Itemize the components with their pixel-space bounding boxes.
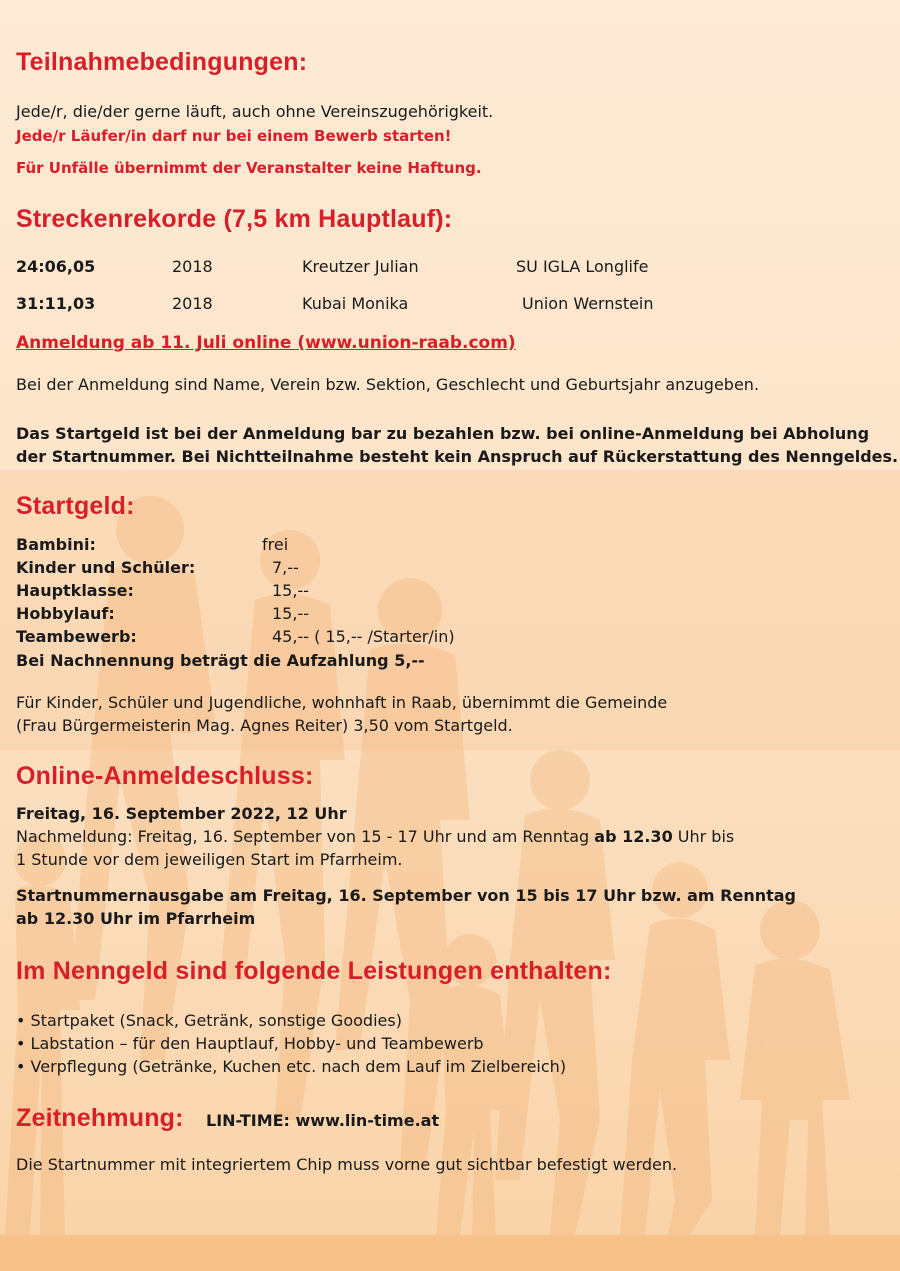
nachmeldung-text: Nachmeldung: Freitag, 16. September von 15 - 17 Uhr und am Renntag (16, 827, 595, 846)
rekord-club: Union Wernstein (522, 294, 654, 313)
rekord-year: 2018 (172, 294, 213, 313)
zeit-heading: Zeitnehmung: (16, 1104, 184, 1132)
list-item: • Verpflegung (Getränke, Kuchen etc. nach dem Lauf im Zielbereich) (16, 1057, 567, 1076)
startgeld-label: Kinder und Schüler: (16, 558, 196, 577)
ausgabe-line-2: ab 12.30 Uhr im Pfarrheim (16, 909, 256, 928)
startgeld-value: 15,-- (272, 604, 309, 623)
zeit-provider: LIN-TIME: www.lin-time.at (206, 1111, 440, 1130)
rekorde-heading: Streckenrekorde (7,5 km Hauptlauf): (16, 205, 453, 233)
rekord-name: Kubai Monika (302, 294, 409, 313)
startgeld-payment-line-1: Das Startgeld ist bei der Anmeldung bar zu bezahlen bzw. bei online-Anmeldung bei Abholung (16, 424, 870, 443)
nachnennung-note: Bei Nachnennung beträgt die Aufzahlung 5,-- (16, 651, 425, 670)
teilnahme-heading: Teilnahmebedingungen: (16, 48, 308, 76)
teilnahme-line-2: Jede/r Läufer/in darf nur bei einem Bewerb starten! (16, 127, 452, 145)
list-item: • Startpaket (Snack, Getränk, sonstige Goodies) (16, 1011, 402, 1030)
startgeld-value: frei (262, 535, 289, 554)
startgeld-label: Bambini: (16, 535, 96, 554)
startgeld-label: Hauptklasse: (16, 581, 134, 600)
schluss-heading: Online-Anmeldeschluss: (16, 762, 314, 790)
teilnahme-line-3: Für Unfälle übernimmt der Veranstalter keine Haftung. (16, 159, 482, 177)
anmeldung-info: Bei der Anmeldung sind Name, Verein bzw. Sektion, Geschlecht und Geburtsjahr anzugeben. (16, 375, 760, 394)
ausgabe-line-1: Startnummernausgabe am Freitag, 16. September von 15 bis 17 Uhr bzw. am Renntag (16, 886, 796, 905)
rekord-time: 24:06,05 (16, 257, 96, 276)
schluss-date: Freitag, 16. September 2022, 12 Uhr (16, 804, 347, 823)
rekord-year: 2018 (172, 257, 213, 276)
startgeld-value: 45,-- ( 15,-- /Starter/in) (272, 627, 455, 646)
anmeldung-link[interactable]: Anmeldung ab 11. Juli online (www.union-raab.com) (16, 333, 516, 353)
nachmeldung-suffix: Uhr bis (672, 827, 735, 846)
startgeld-label: Hobbylauf: (16, 604, 115, 623)
startgeld-label: Teambewerb: (16, 627, 137, 646)
nachmeldung-line-1 (16, 826, 734, 848)
nachmeldung-time: ab 12.30 (594, 827, 673, 846)
startgeld-heading: Startgeld: (16, 492, 135, 520)
teilnahme-line-1: Jede/r, die/der gerne läuft, auch ohne Vereinszugehörigkeit. (16, 102, 494, 121)
leistungen-heading: Im Nenngeld sind folgende Leistungen enthalten: (16, 957, 612, 985)
nachmeldung-line-2: 1 Stunde vor dem jeweiligen Start im Pfarrheim. (16, 850, 403, 869)
list-item: • Labstation – für den Hauptlauf, Hobby- und Teambewerb (16, 1034, 484, 1053)
startgeld-payment-line-2: der Startnummer. Bei Nichtteilnahme besteht kein Anspruch auf Rückerstattung des Nenngeldes. (16, 447, 899, 466)
kinder-note-line-1: Für Kinder, Schüler und Jugendliche, wohnhaft in Raab, übernimmt die Gemeinde (16, 693, 668, 712)
kinder-note-line-2: (Frau Bürgermeisterin Mag. Agnes Reiter) 3,50 vom Startgeld. (16, 716, 513, 735)
rekord-time: 31:11,03 (16, 294, 96, 313)
rekord-club: SU IGLA Longlife (516, 257, 649, 276)
rekord-name: Kreutzer Julian (302, 257, 419, 276)
startgeld-value: 15,-- (272, 581, 309, 600)
chip-note: Die Startnummer mit integriertem Chip muss vorne gut sichtbar befestigt werden. (16, 1155, 678, 1174)
startgeld-value: 7,-- (272, 558, 299, 577)
